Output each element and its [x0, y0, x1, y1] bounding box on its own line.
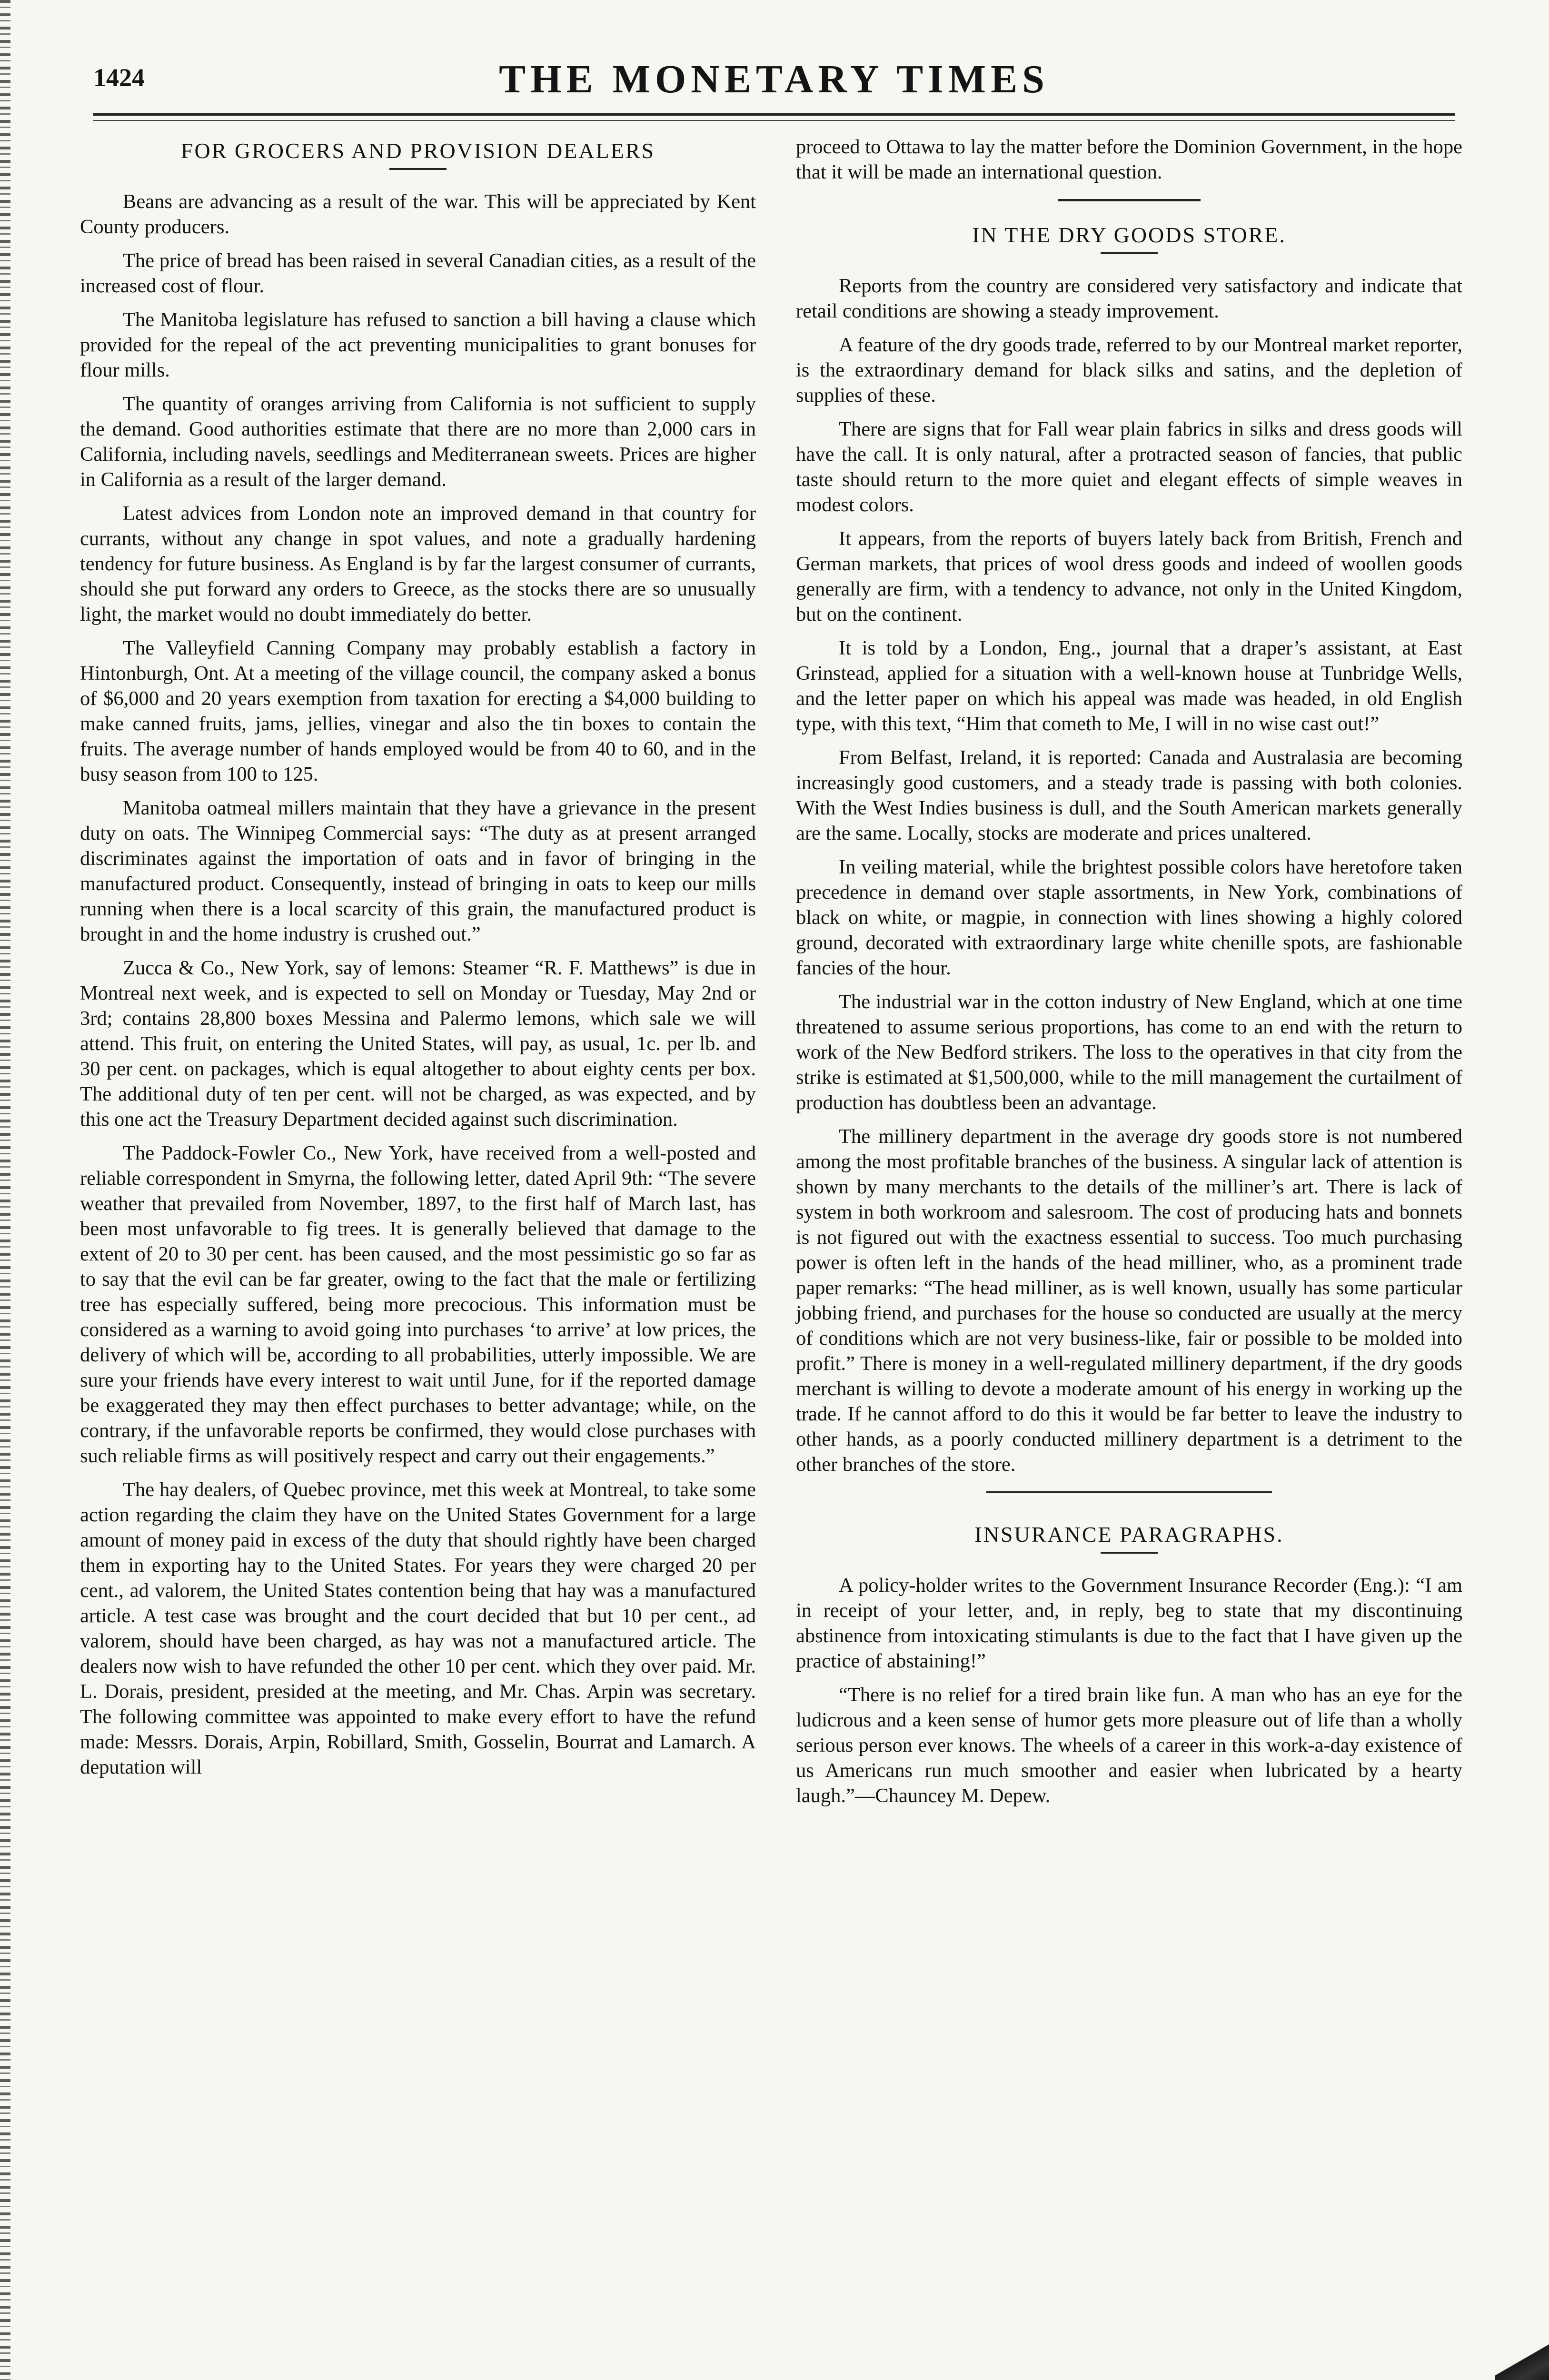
- right-column: [796, 134, 1462, 1817]
- dry-goods-paragraph: A feature of the dry goods trade, referred to by our Montreal market reporter, is the extraordinary demand for black silks and satins, and the depletion of supplies of these.: [796, 334, 1462, 407]
- dry-goods-paragraph: In veiling material, while the brightest possible colors have heretofore taken precedence in demand over staple assortments, in New York, combinations of black on white, or magpie, in connection with lines showing a highly colored ground, decorated with extraordinary large white chenille spots, are fashionable fancies of the hour.: [796, 856, 1462, 979]
- heading-rule: [389, 168, 447, 170]
- torn-corner: [1495, 2342, 1549, 2380]
- grocers-paragraph: The Valleyfield Canning Company may probably establish a factory in Hintonburgh, Ont. At a meeting of the village council, the company asked a bonus of $6,000 and 20 years exemption from taxation for erecting a $4,000 building to make canned fruits, jams, jellies, vinegar and also the tin boxes to contain the fruits. The average number of hands employed would be from 40 to 60, and in the busy season from 100 to 125.: [80, 637, 756, 785]
- heading-rule: [1101, 252, 1158, 254]
- grocers-paragraph: The Manitoba legislature has refused to sanction a bill having a clause which provided for the repeal of the act preventing municipalities to grant bonuses for flour mills.: [80, 308, 756, 381]
- dry-goods-paragraph: The millinery department in the average dry goods store is not numbered among the most profitable branches of the business. A singular lack of attention is shown by many merchants to the details of the milliner’s art. There is lack of system in both workroom and salesroom. The cost of producing hats and bonnets is not figured out with the exactness essential to success. Too much purchasing power is often left in the hands of the head milliner, who, as a prominent trade paper remarks: “The head milliner, as is well known, usually has some particular jobbing friend, and purchases for the house so conducted are usually at the mercy of conditions which are not very business-like, fair or possible to be molded into profit.” There is money in a well-regulated millinery department, if the dry goods merchant is willing to devote a moderate amount of his energy in working up the trade. If he cannot afford to do this it would be far better to leave the industry to other hands, as a poorly conducted millinery department is a detriment to the other branches of the store.: [796, 1125, 1462, 1476]
- grocers-paragraph: The quantity of oranges arriving from California is not sufficient to supply the demand. Good authorities estimate that there are no more than 2,000 cars in California, including navels, seedlings and Mediterranean sweets. Prices are higher in California as a result of the larger demand.: [80, 393, 756, 491]
- page-number: 1424: [93, 63, 145, 92]
- dry-goods-paragraph: Reports from the country are considered very satisfactory and indicate that retail conditions are showing a steady improvement.: [796, 275, 1462, 322]
- dry-goods-paragraph: The industrial war in the cotton industry of New England, which at one time threatened to assume serious proportions, has come to an end with the return to work of the New Bedford strikers. The loss to the operatives in that city from the strike is estimated at $1,500,000, while to the mill management the curtailment of production has doubtless been an advantage.: [796, 991, 1462, 1114]
- section-rule: [986, 1491, 1272, 1493]
- grocers-paragraph: Manitoba oatmeal millers maintain that they have a grievance in the present duty on oats. The Winnipeg Commercial says: “The duty as at present arranged discriminates against the importation of oats and in favor of bringing in the manufactured product. Consequently, instead of bringing in oats to keep our mills running when there is a local scarcity of this grain, the manufactured product is brought in and the home industry is crushed out.”: [80, 797, 756, 945]
- grocers-paragraph: The hay dealers, of Quebec province, met this week at Montreal, to take some action regarding the claim they have on the United States Government for a large amount of money paid in excess of the duty that should rightly have been charged them in exporting hay to the United States. For years they were charged 20 per cent., ad valorem, the United States contention being that hay was a manufactured article. A test case was brought and the court decided that but 10 per cent., ad valorem, should have been charged, as hay was not a manufactured article. The dealers now wish to have refunded the other 10 per cent. which they over paid. Mr. L. Dorais, president, presided at the meeting, and Mr. Chas. Arpin was secretary. The following committee was appointed to make every effort to have the refund made: Messrs. Dorais, Arpin, Robillard, Smith, Gosselin, Bourrat and Lamarch. A deputation will: [80, 1478, 756, 1778]
- grocers-paragraph: Beans are advancing as a result of the war. This will be appreciated by Kent County producers.: [80, 190, 756, 238]
- left-column: [80, 138, 756, 1788]
- grocers-paragraph: The Paddock-Fowler Co., New York, have received from a well-posted and reliable correspondent in Smyrna, the following letter, dated April 9th: “The severe weather that prevailed from November, 1897, to the first half of March last, has been most unfavorable to fig trees. It is generally believed that damage to the extent of 20 to 30 per cent. has been caused, and the most pessimistic go so far as to say that the evil can be far greater, owing to the fact that the male or fertilizing tree has especially suffered, being more precocious. This information must be considered as a warning to avoid going into purchases ‘to arrive’ at low prices, the delivery of which will be, according to all probabilities, utterly impossible. We are sure your friends have every interest to wait until June, for if the reported damage be exaggerated they may then effect purchases to better advantage; while, on the contrary, if the unfavorable reports be confirmed, they would close purchases with such reliable firms as will positively respect and carry out their engagements.”: [80, 1142, 756, 1467]
- masthead-rule-thin: [93, 120, 1455, 121]
- grocers-continuation: proceed to Ottawa to lay the matter before the Dominion Government, in the hope that it will be made an international question.: [796, 136, 1462, 183]
- insurance-paragraph: “There is no relief for a tired brain like fun. A man who has an eye for the ludicrous and a keen sense of humor gets more pleasure out of life than a wholly serious person ever knows. The wheels of a career in this work-a-day existence of us Americans run much smoother and easier when lubricated by a hearty laugh.”—Chauncey M. Depew.: [796, 1684, 1462, 1807]
- insurance-heading: INSURANCE PARAGRAPHS.: [974, 1522, 1284, 1547]
- grocers-paragraph: Zucca & Co., New York, say of lemons: Steamer “R. F. Matthews” is due in Montreal next week, and is expected to sell on Monday or Tuesday, May 2nd or 3rd; contains 28,800 boxes Messina and Palermo lemons, which sale we will attend. This fruit, on entering the United States, will pay, as usual, 1c. per lb. and 30 per cent. on packages, which is equal altogether to about eighty cents per box. The additional duty of ten per cent. will not be charged, as was expected, and by this one act the Treasury Department decided against such discrimination.: [80, 957, 756, 1130]
- page-binding-edge: [0, 0, 10, 2380]
- masthead: [93, 56, 1455, 109]
- dry-goods-paragraph: There are signs that for Fall wear plain fabrics in silks and dress goods will have the call. It is only natural, after a protracted season of fancies, that public taste should return to the more quiet and elegant effects of simple weaves in modest colors.: [796, 418, 1462, 516]
- grocers-paragraph: The price of bread has been raised in several Canadian cities, as a result of the increased cost of flour.: [80, 249, 756, 297]
- heading-rule: [1101, 1552, 1158, 1554]
- dry-goods-heading: IN THE DRY GOODS STORE.: [972, 223, 1286, 247]
- dry-goods-paragraph: It appears, from the reports of buyers lately back from British, French and German markets, that prices of wool dress goods and indeed of woollen goods generally are firm, with a tendency to advance, not only in the United Kingdom, but on the continent.: [796, 527, 1462, 625]
- grocers-paragraph: Latest advices from London note an improved demand in that country for currants, without any change in spot values, and note a gradually hardening tendency for future business. As England is by far the largest consumer of currants, should she put forward any orders to Greece, as the stocks there are so unusually light, the market would no doubt immediately do better.: [80, 502, 756, 625]
- journal-title: THE MONETARY TIMES: [499, 57, 1049, 101]
- dry-goods-paragraph: It is told by a London, Eng., journal that a draper’s assistant, at East Grinstead, applied for a situation with a well-known house at Tunbridge Wells, and the letter paper on which his appeal was made was headed, in old English type, with this text, “Him that cometh to Me, I will in no wise cast out!”: [796, 637, 1462, 735]
- grocers-heading: FOR GROCERS AND PROVISION DEALERS: [180, 139, 655, 163]
- masthead-rule: [93, 113, 1455, 116]
- dry-goods-paragraph: From Belfast, Ireland, it is reported: Canada and Australasia are becoming increasingly good customers, and a steady trade is passing with both colonies. With the West Indies business is dull, and the South American markets generally are the same. Locally, stocks are moderate and prices unaltered.: [796, 746, 1462, 844]
- insurance-paragraph: A policy-holder writes to the Government Insurance Recorder (Eng.): “I am in receipt of your letter, and, in reply, beg to state that my discontinuing abstinence from intoxicating stimulants is due to the fact that I have given up the practice of abstaining!”: [796, 1574, 1462, 1672]
- section-rule: [1058, 199, 1201, 201]
